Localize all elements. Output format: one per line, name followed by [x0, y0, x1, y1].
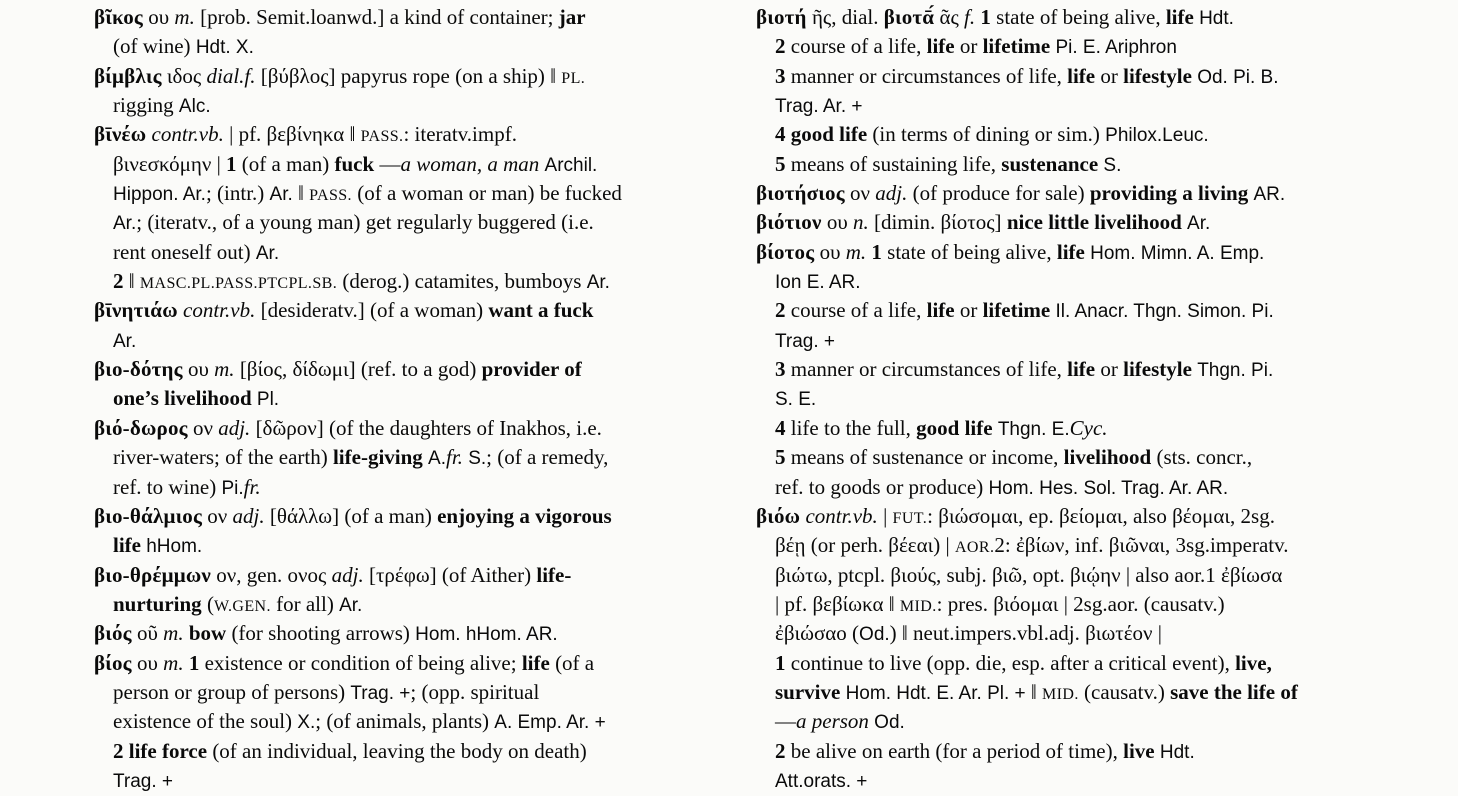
text-segment: adj.	[232, 503, 265, 528]
author-citation: Ar.	[113, 330, 137, 352]
text-segment: [dimin. βίοτος]	[868, 210, 1007, 235]
author-citation: Pl.	[256, 389, 280, 411]
text-segment: lifetime	[982, 298, 1051, 323]
text-segment: jar	[558, 5, 586, 29]
text-segment: : pres. βιόομαι | 2sg.aor. (causatv.)	[936, 591, 1225, 616]
text-segment: good life	[916, 415, 993, 440]
grammar-label: MASC.PL.PASS.PTCPL.SB.	[139, 275, 338, 293]
author-citation: Pi. E. Ariphron	[1055, 37, 1177, 59]
text-segment: life-giving	[332, 445, 423, 470]
entry-headword-line	[756, 502, 1428, 531]
entry-headword-line	[94, 561, 742, 590]
text-segment: contr.vb.	[805, 503, 878, 528]
text-segment: life	[926, 34, 955, 59]
text-segment: ἐβιώσαο (	[775, 621, 860, 646]
text-segment: (in terms of dining or sim.)	[867, 122, 1106, 147]
text-segment: (	[201, 591, 214, 616]
text-segment: ; (of a remedy,	[486, 445, 609, 470]
entry-continuation-line	[94, 531, 742, 560]
right-column	[756, 3, 1428, 795]
entry-continuation-line	[756, 296, 1428, 325]
text-segment: ᾶς	[934, 5, 965, 29]
entry-continuation-line	[756, 326, 1428, 355]
text-segment: Cyc.	[1069, 415, 1108, 440]
text-segment: [δῶρον] (of the daughters of Inakhos, i.e.	[250, 415, 602, 440]
text-segment: for all)	[270, 591, 340, 616]
author-citation: Hdt. X.	[195, 37, 254, 59]
text-segment: life	[1067, 357, 1096, 382]
author-citation: Ar.	[113, 213, 137, 235]
text-segment: live	[1123, 738, 1155, 763]
text-segment: ref. to goods or produce)	[775, 474, 989, 499]
text-segment: existence or condition of being alive;	[199, 650, 522, 675]
text-segment: [θάλλω] (of a man)	[264, 503, 438, 528]
author-citation: Att.orats. +	[775, 770, 868, 792]
text-segment: rent oneself out)	[113, 239, 256, 264]
text-segment: ου	[131, 650, 164, 675]
text-segment: ον	[187, 415, 219, 440]
entry-headword-line	[756, 238, 1428, 267]
text-segment: enjoying a vigorous	[437, 503, 612, 528]
greek-headword: βίοτος	[756, 239, 815, 264]
text-segment: 4 good life	[775, 122, 868, 147]
author-citation: Hdt.	[1159, 741, 1195, 763]
text-segment: 1	[188, 650, 200, 675]
text-segment: or	[954, 298, 983, 323]
text-segment: (of wine)	[113, 34, 196, 59]
text-segment: ου	[182, 357, 215, 382]
author-citation: Hippon. Ar.	[113, 184, 206, 206]
entry-headword-line	[94, 62, 742, 91]
greek-headword: βίμβλις	[94, 63, 162, 88]
author-citation: Archil.	[544, 154, 598, 176]
greek-headword: βιοτή	[756, 5, 807, 29]
entry-headword-line	[756, 208, 1428, 237]
greek-headword: βιο-θάλμιος	[94, 503, 203, 528]
entry-continuation-line	[756, 561, 1428, 590]
text-segment: or	[954, 34, 983, 59]
text-segment: [τρέφω] (of Aither)	[363, 562, 537, 587]
entry-continuation-line	[756, 150, 1428, 179]
text-segment: ‖	[292, 181, 310, 206]
text-segment: : iteratv.impf.	[403, 122, 517, 147]
entry-continuation-line	[94, 737, 742, 766]
entry-continuation-line	[94, 179, 742, 208]
entry-continuation-line	[94, 208, 742, 237]
text-segment: or	[1095, 357, 1124, 382]
text-segment: 1	[775, 650, 786, 675]
text-segment: life	[521, 650, 550, 675]
text-segment: f.	[964, 5, 976, 29]
entry-headword-line	[94, 296, 742, 325]
text-segment: 2	[113, 269, 124, 294]
text-segment: providing a living	[1089, 181, 1249, 206]
text-segment: | pf. βεβίωκα ‖	[775, 591, 900, 616]
text-segment: —	[374, 151, 401, 176]
entry-continuation-line	[94, 326, 742, 355]
text-segment: want a fuck	[488, 298, 594, 323]
author-citation: Trag. +	[350, 682, 411, 704]
text-segment: manner or circumstances of life,	[785, 63, 1068, 88]
entry-continuation-line	[756, 707, 1428, 736]
text-segment: ; (iteratv., of a young man) get regularly buggered (i.e.	[136, 210, 594, 235]
text-segment: adj.	[218, 415, 251, 440]
entry-continuation-line	[756, 443, 1428, 472]
greek-headword: βῑνέω	[94, 122, 147, 147]
text-segment: survive	[775, 679, 841, 704]
entry-continuation-line	[756, 649, 1428, 678]
greek-headword: βιοτήσιος	[756, 181, 845, 206]
author-citation: Thgn. E.	[997, 418, 1070, 440]
entry-headword-line	[94, 649, 742, 678]
greek-headword: βιότιον	[756, 210, 822, 235]
text-segment: dial.f.	[206, 63, 256, 88]
entry-continuation-line	[756, 91, 1428, 120]
entry-continuation-line	[756, 384, 1428, 413]
text-segment: m.	[214, 357, 235, 382]
author-citation: Hom. Hes. Sol. Trag. Ar. AR.	[988, 477, 1229, 499]
entry-continuation-line	[94, 766, 742, 795]
author-citation: Thgn. Pi.	[1197, 360, 1274, 382]
author-citation: Hdt.	[1199, 8, 1234, 29]
text-segment: (for shooting arrows)	[226, 621, 416, 646]
entry-continuation-line	[94, 384, 742, 413]
author-citation: Od.	[874, 712, 905, 734]
text-segment: lifestyle	[1123, 357, 1192, 382]
greek-headword: βιόω	[756, 503, 801, 528]
entry-continuation-line	[756, 473, 1428, 502]
text-segment: | pf. βεβίνηκα ‖	[223, 122, 361, 147]
author-citation: Ar.	[339, 594, 363, 616]
text-segment: life	[113, 533, 141, 558]
grammar-label: PASS.	[360, 128, 404, 146]
author-citation: Hom. Mimn. A. Emp.	[1090, 242, 1265, 264]
text-segment: 2 life force	[113, 738, 208, 763]
text-segment: ον	[202, 503, 233, 528]
text-segment: 1	[871, 239, 882, 264]
author-citation: Philox.Leuc.	[1105, 125, 1209, 147]
text-segment: be alive on earth (for a period of time),	[785, 738, 1124, 763]
text-segment: provider of	[481, 357, 582, 382]
text-segment: 2	[775, 298, 786, 323]
entry-headword-line	[94, 3, 742, 32]
grammar-label: PL.	[561, 69, 586, 87]
entry-continuation-line	[756, 737, 1428, 766]
greek-headword: βιό-δωρος	[94, 415, 188, 440]
entry-continuation-line	[94, 238, 742, 267]
text-segment: 5	[775, 151, 786, 176]
entry-continuation-line	[756, 678, 1428, 707]
entry-headword-line	[94, 619, 742, 648]
author-citation: Ion E. AR.	[775, 272, 861, 294]
greek-headword: βιο-θρέμμων	[94, 562, 211, 587]
text-segment: 5	[775, 445, 786, 470]
text-segment: [βύβλος] papyrus rope (on a ship) ‖	[255, 63, 562, 88]
text-segment: or	[1095, 63, 1124, 88]
entry-continuation-line	[94, 443, 742, 472]
text-segment: m.	[163, 650, 184, 675]
text-segment: —	[775, 709, 796, 734]
grammar-label: AOR.	[954, 539, 995, 557]
text-segment: (derog.) catamites, bumboys	[337, 269, 587, 294]
text-segment: ῆς, dial.	[806, 5, 884, 29]
author-citation: Od.	[859, 624, 890, 646]
entry-headword-line	[756, 179, 1428, 208]
author-citation: Alc.	[178, 96, 211, 118]
entry-continuation-line	[756, 590, 1428, 619]
text-segment: n.	[852, 210, 869, 235]
entry-continuation-line	[94, 32, 742, 61]
text-segment: |	[877, 503, 893, 528]
text-segment: bow	[188, 621, 227, 646]
text-segment: βινεσκόμην |	[113, 151, 227, 176]
text-segment: existence of the soul)	[113, 709, 298, 734]
author-citation: Ar.	[269, 184, 293, 206]
text-segment: means of sustenance or income,	[785, 445, 1064, 470]
author-citation: Trag. +	[775, 330, 836, 352]
text-segment: means of sustaining life,	[785, 151, 1002, 176]
text-segment: 2	[775, 34, 786, 59]
grammar-label: FUT.	[892, 509, 928, 527]
entry-continuation-line	[756, 267, 1428, 296]
grammar-label: MID.	[899, 597, 937, 615]
text-segment: life	[1056, 239, 1085, 264]
entry-continuation-line	[94, 707, 742, 736]
text-segment: m.	[845, 239, 867, 264]
text-segment: adj.	[331, 562, 364, 587]
entry-headword-line	[94, 414, 742, 443]
text-segment: ref. to wine)	[113, 474, 222, 499]
text-segment: ιδος	[161, 63, 207, 88]
greek-headword: βῖκος	[94, 5, 143, 29]
text-segment: a person	[796, 709, 869, 734]
greek-headword: βιοτᾱ́	[883, 5, 935, 29]
entry-continuation-line	[756, 619, 1428, 648]
grammar-label: W.GEN.	[213, 597, 271, 615]
text-segment: lifestyle	[1123, 63, 1192, 88]
text-segment: [βίος, δίδωμι] (ref. to a god)	[234, 357, 482, 382]
left-column	[94, 3, 742, 795]
text-segment: state of being alive,	[990, 5, 1166, 29]
text-segment: ον, gen. ονος	[210, 562, 332, 587]
text-segment: 2	[775, 738, 786, 763]
text-segment: life	[1067, 63, 1096, 88]
author-citation: X.	[297, 712, 316, 734]
text-segment: a woman, a man	[400, 151, 540, 176]
text-segment: fuck	[334, 151, 375, 176]
grammar-label: MID.	[1042, 685, 1079, 703]
text-segment: fr.	[446, 445, 463, 470]
text-segment: 3	[775, 357, 786, 382]
text-segment: life to the full,	[785, 415, 917, 440]
text-segment: life	[1165, 5, 1194, 29]
text-segment: river-waters; of the earth)	[113, 445, 333, 470]
entry-headword-line	[94, 355, 742, 384]
text-segment: ου	[814, 239, 846, 264]
text-segment: ‖	[1025, 679, 1043, 704]
author-citation: S. E.	[775, 389, 817, 411]
text-segment: course of a life,	[785, 298, 927, 323]
entry-continuation-line	[94, 678, 742, 707]
author-citation: AR.	[1253, 184, 1286, 206]
text-segment: contr.vb.	[151, 122, 224, 147]
text-segment: rigging	[113, 93, 179, 118]
text-segment: fr.	[243, 474, 261, 499]
text-segment: ; (of animals, plants)	[315, 709, 495, 734]
entry-continuation-line	[756, 414, 1428, 443]
author-citation: Pi.	[221, 477, 244, 499]
entry-headword-line	[94, 120, 742, 149]
text-segment: save the life of	[1170, 679, 1298, 704]
text-segment: οῦ	[131, 621, 164, 646]
entry-continuation-line	[94, 267, 742, 296]
entry-headword-line	[94, 502, 742, 531]
text-segment: adj.	[875, 181, 908, 206]
text-segment: ) ‖ neut.impers.vbl.adj. βιωτέον |	[889, 621, 1162, 646]
text-segment: course of a life,	[785, 34, 927, 59]
text-segment: one’s livelihood	[113, 386, 252, 411]
text-segment: nice little livelihood	[1006, 210, 1182, 235]
text-segment: (causatv.)	[1078, 679, 1171, 704]
text-segment: continue to live (opp. die, esp. after a critical event),	[785, 650, 1236, 675]
text-segment: βιώτω, ptcpl. βιούς, subj. βιῶ, opt. βιῴην | also aor.1 ἐβίωσα	[775, 562, 1283, 587]
text-segment: 3	[775, 63, 786, 88]
text-segment: contr.vb.	[183, 298, 256, 323]
text-segment: livelihood	[1063, 445, 1152, 470]
entry-continuation-line	[94, 473, 742, 502]
text-segment: ου	[143, 5, 175, 29]
text-segment: nurturing	[113, 591, 202, 616]
text-segment: sustenance	[1001, 151, 1099, 176]
text-segment: ; (intr.)	[205, 181, 270, 206]
entry-continuation-line	[94, 590, 742, 619]
entry-continuation-line	[756, 531, 1428, 560]
author-citation: Ar.	[1187, 213, 1211, 235]
entry-continuation-line	[94, 91, 742, 120]
text-segment: (of produce for sale)	[907, 181, 1090, 206]
text-segment: life-	[536, 562, 572, 587]
author-citation: Od. Pi. B.	[1197, 66, 1279, 88]
text-segment: (of a	[549, 650, 595, 675]
entry-continuation-line	[756, 62, 1428, 91]
text-segment: life	[926, 298, 955, 323]
grammar-label: PASS.	[309, 187, 352, 205]
greek-headword: βιο-δότης	[94, 357, 183, 382]
entry-continuation-line	[756, 120, 1428, 149]
author-citation: Il. Anacr. Thgn. Simon. Pi.	[1055, 301, 1274, 323]
text-segment: m.	[163, 621, 184, 646]
text-segment: (of a woman or man) be fucked	[351, 181, 622, 206]
text-segment: (of an individual, leaving the body on death)	[207, 738, 587, 763]
author-citation: A. Emp. Ar. +	[494, 712, 606, 734]
text-segment: 1	[226, 151, 237, 176]
text-segment: 2: ἐβίων, inf. βιῶναι, 3sg.imperatv.	[994, 533, 1289, 558]
author-citation: S.	[1103, 154, 1122, 176]
text-segment: ‖	[123, 269, 140, 294]
author-citation: Trag. +	[113, 770, 174, 792]
entry-continuation-line	[94, 150, 742, 179]
entry-headword-line	[756, 3, 1428, 32]
entry-continuation-line	[756, 766, 1428, 795]
text-segment: [prob. Semit.loanwd.] a kind of container;	[194, 5, 559, 29]
text-segment: ον	[844, 181, 876, 206]
greek-headword: βῑνητιάω	[94, 298, 178, 323]
text-segment: live,	[1235, 650, 1272, 675]
text-segment: lifetime	[982, 34, 1051, 59]
text-segment: (of a man)	[236, 151, 335, 176]
entry-continuation-line	[756, 32, 1428, 61]
text-segment: ου	[821, 210, 853, 235]
author-citation: Trag. Ar. +	[775, 96, 863, 118]
author-citation: S.	[468, 448, 487, 470]
author-citation: A.	[428, 448, 446, 470]
author-citation: Ar.	[586, 272, 610, 294]
text-segment: ; (opp. spiritual	[410, 679, 540, 704]
text-segment: person or group of persons)	[113, 679, 351, 704]
text-segment: 4	[775, 415, 786, 440]
author-citation: Ar.	[255, 242, 280, 264]
text-segment: βέῃ (or perh. βέεαι) |	[775, 533, 955, 558]
text-segment: 1	[980, 5, 991, 29]
text-segment: state of being alive,	[881, 239, 1057, 264]
text-segment: (sts. concr.,	[1151, 445, 1253, 470]
text-segment: manner or circumstances of life,	[785, 357, 1068, 382]
author-citation: Hom. Hdt. E. Ar. Pl. +	[845, 682, 1026, 704]
text-segment: : βιώσομαι, ep. βείομαι, also βέομαι, 2sg.	[927, 503, 1275, 528]
greek-headword: βίος	[94, 650, 132, 675]
greek-headword: βιός	[94, 621, 132, 646]
author-citation: Hom. hHom. AR.	[415, 624, 558, 646]
entry-continuation-line	[756, 355, 1428, 384]
text-segment: [desideratv.] (of a woman)	[255, 298, 489, 323]
text-segment: m.	[174, 5, 195, 29]
author-citation: hHom.	[146, 536, 203, 558]
